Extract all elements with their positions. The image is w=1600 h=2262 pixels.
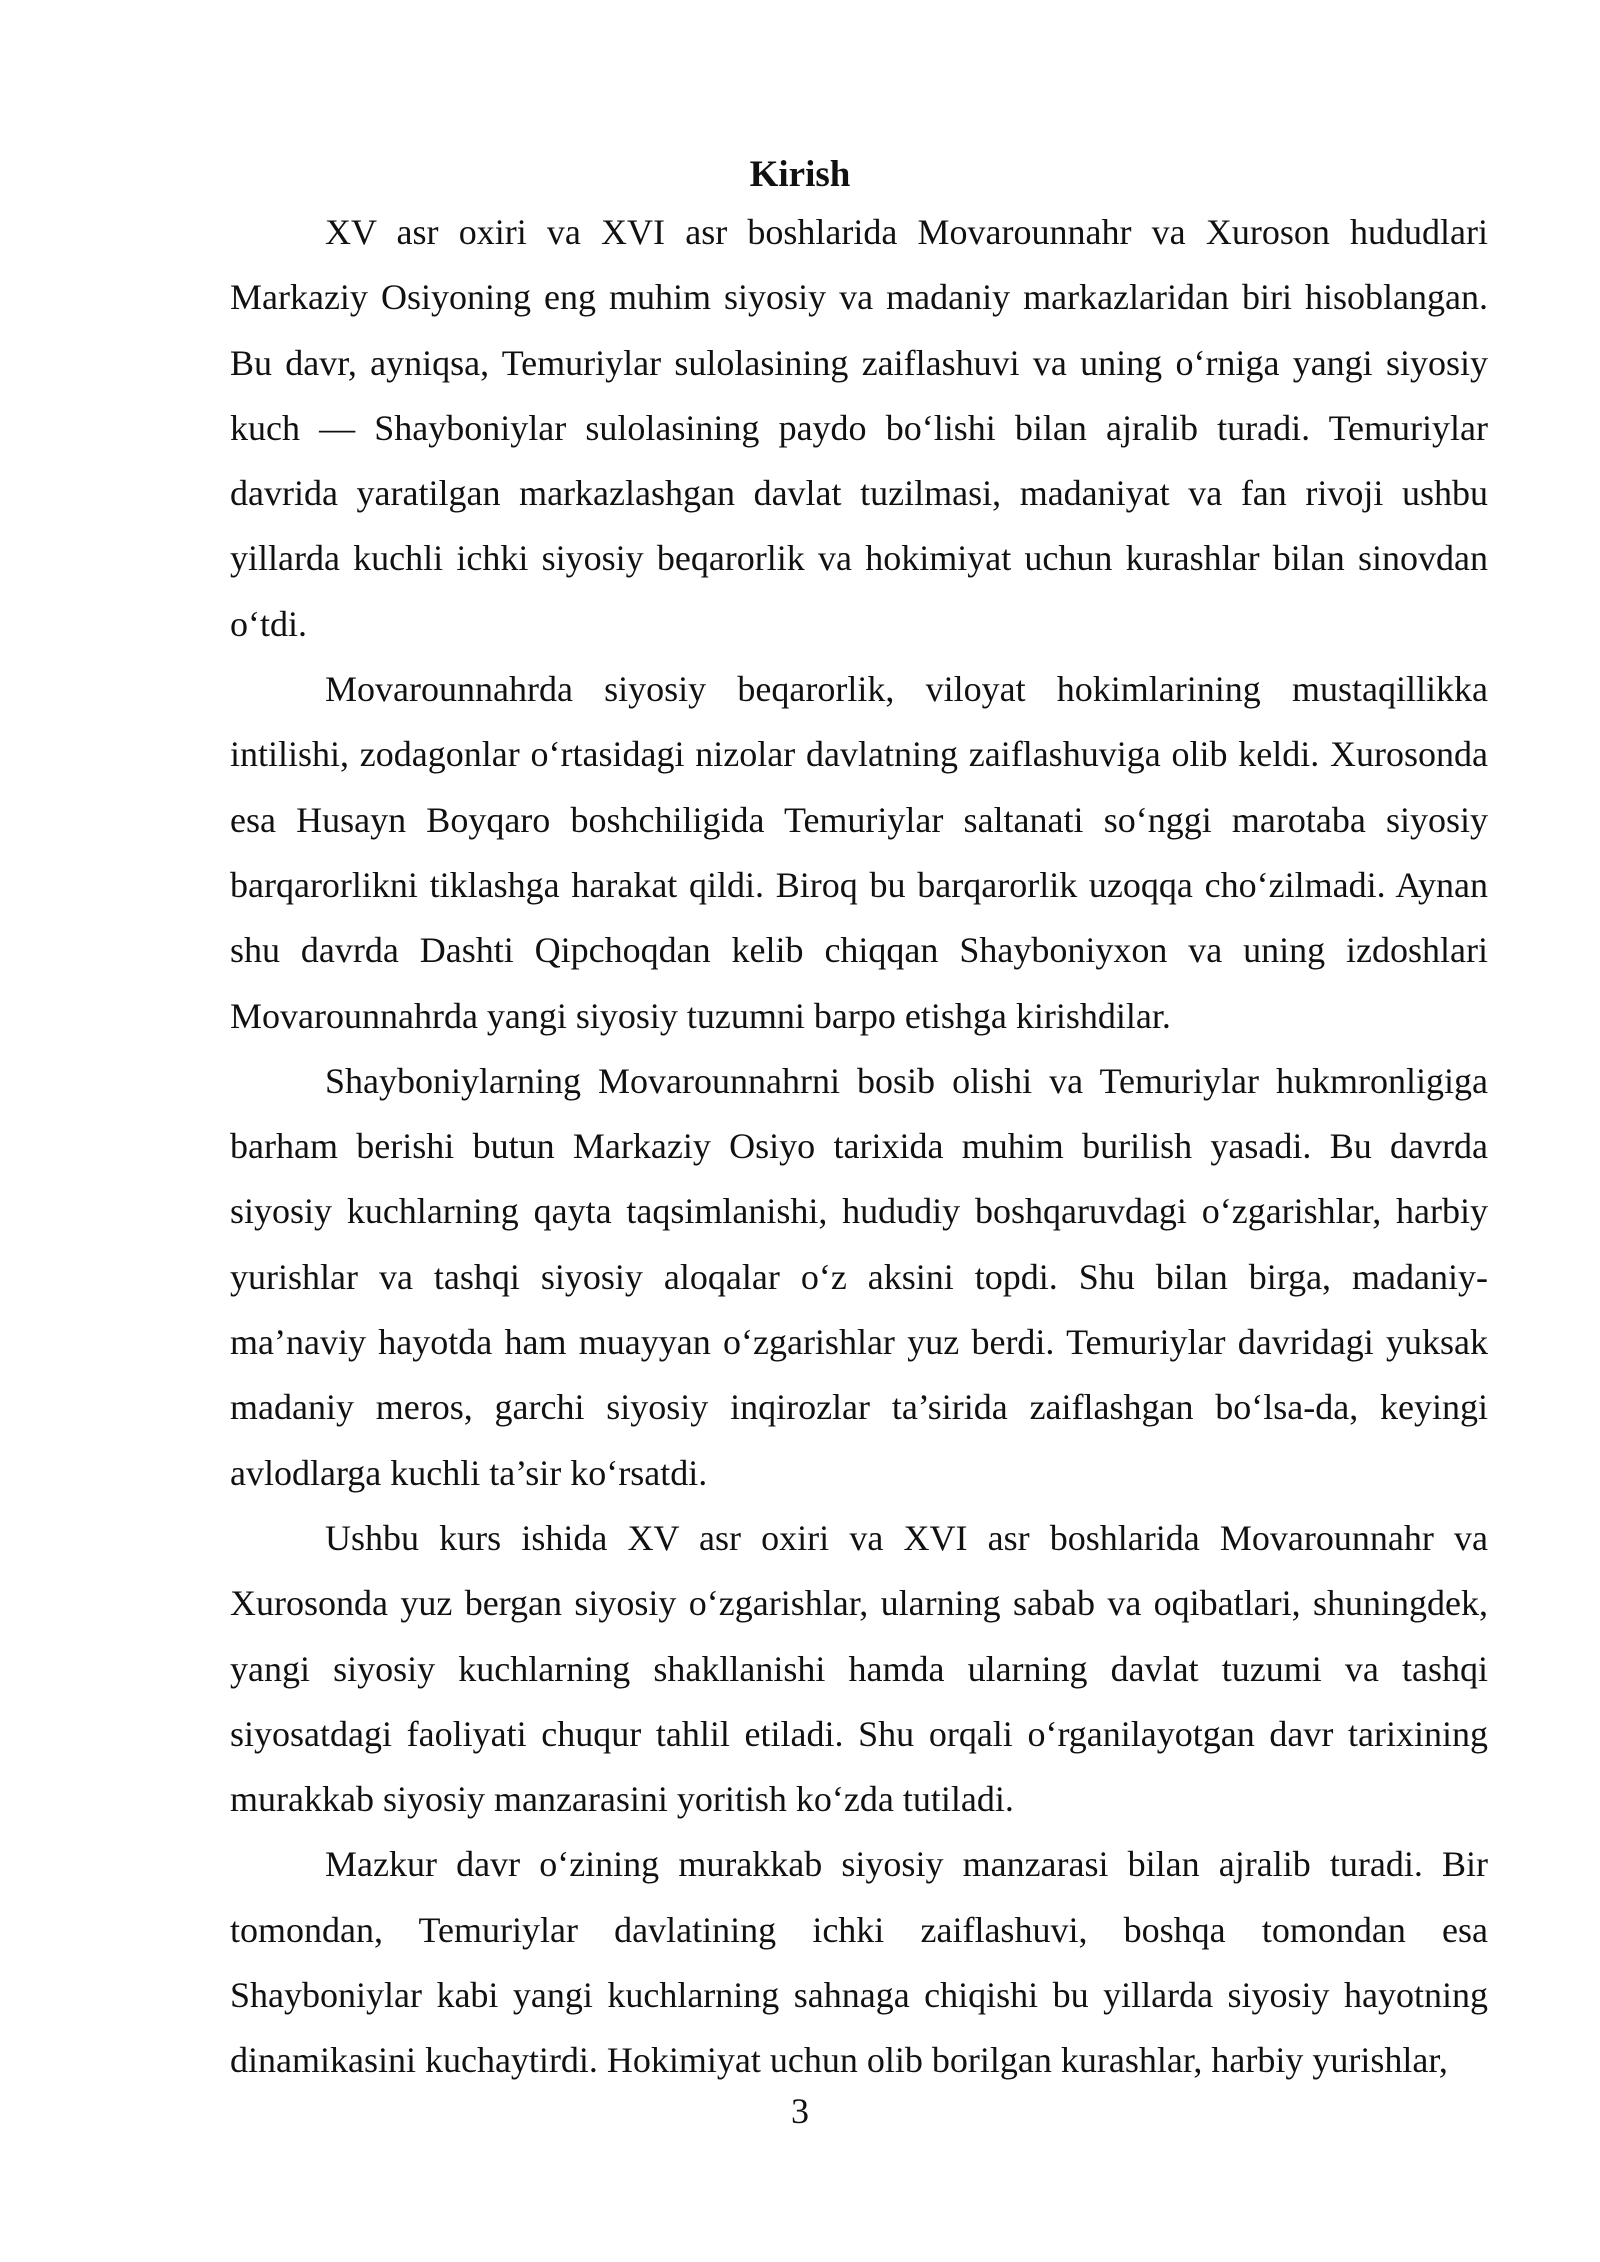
paragraph-4: Ushbu kurs ishida XV asr oxiri va XVI asr boshlarida Movarounnahr va Xurosonda yuz bergan siyosiy o‘zgarishlar, ularning sabab va oqibatlari, shuningdek, yangi siyosiy kuchlarning shakllanishi hamda ularning davlat tuzumi va tashqi siyosatdagi faoliyati chuqur tahlil etiladi. Shu orqali o‘rganilayotgan davr tarixining murakkab siyosiy manzarasini yoritish ko‘zda tutiladi. <box>230 1517 1488 1820</box>
paragraph-3: Shayboniylarning Movarounnahrni bosib olishi va Temuriylar hukmronligiga barham berishi butun Markaziy Osiyo tarixida muhim burilish yasadi. Bu davrda siyosiy kuchlarning qayta taqsimlanishi, hududiy boshqaruvdagi o‘zgarishlar, harbiy yurishlar va tashqi siyosiy aloqalar o‘z aksini topdi. Shu bilan birga, madaniy-ma’naviy hayotda ham muayyan o‘zgarishlar yuz berdi. Temuriylar davridagi yuksak madaniy meros, garchi siyosiy inqirozlar ta’sirida zaiflashgan bo‘lsa-da, keyingi avlodlarga kuchli ta’sir ko‘rsatdi. <box>230 1060 1488 1493</box>
page-number: 3 <box>791 2091 809 2131</box>
paragraph-2: Movarounnahrda siyosiy beqarorlik, viloyat hokimlarining mustaqillikka intilishi, zodagonlar o‘rtasidagi nizolar davlatning zaiflashuviga olib keldi. Xurosonda esa Husayn Boyqaro boshchiligida Temuriylar saltanati so‘nggi marotaba siyosiy barqarorlikni tiklashga harakat qildi. Biroq bu barqarorlik uzoqqa cho‘zilmadi. Aynan shu davrda Dashti Qipchoqdan kelib chiqqan Shayboniyxon va uning izdoshlari Movarounnahrda yangi siyosiy tuzumni barpo etishga kirishdilar. <box>230 669 1488 1036</box>
page-title: Kirish <box>749 154 851 195</box>
paragraph-1: XV asr oxiri va XVI asr boshlarida Movarounnahr va Xuroson hududlari Markaziy Osiyoning eng muhim siyosiy va madaniy markazlaridan biri hisoblangan. Bu davr, ayniqsa, Temuriylar sulolasining zaiflashuvi va uning o‘rniga yangi siyosiy kuch — Shayboniylar sulolasining paydo bo‘lishi bilan ajralib turadi. Temuriylar davrida yaratilgan markazlashgan davlat tuzilmasi, madaniyat va fan rivoji ushbu yillarda kuchli ichki siyosiy beqarorlik va hokimiyat uchun kurashlar bilan sinovdan o‘tdi. <box>230 212 1488 644</box>
paragraph-5: Mazkur davr o‘zining murakkab siyosiy manzarasi bilan ajralib turadi. Bir tomondan, Temuriylar davlatining ichki zaiflashuvi, boshqa tomondan esa Shayboniylar kabi yangi kuchlarning sahnaga chiqishi bu yillarda siyosiy hayotning dinamikasini kuchaytirdi. Hokimiyat uchun olib borilgan kurashlar, harbiy yurishlar, <box>230 1844 1488 2081</box>
document-body <box>230 200 1488 2094</box>
